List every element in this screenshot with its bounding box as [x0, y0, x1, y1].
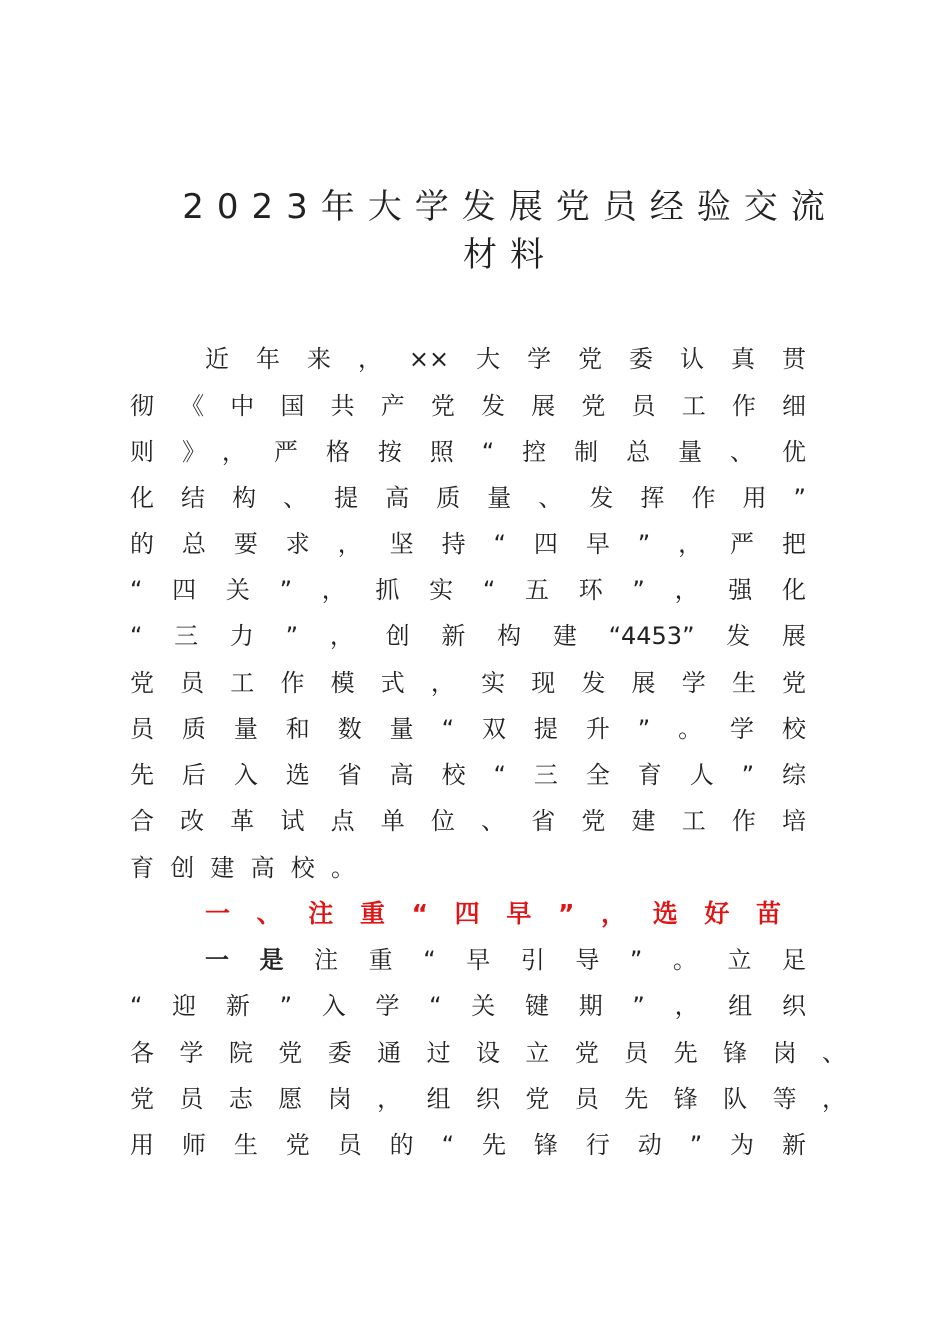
paragraph-1-line-12: 育创建高校。 — [130, 854, 355, 882]
paragraph-2-line-3: 各学院党委通过设立党员先锋岗、 — [130, 1039, 846, 1067]
document-title-line-1: 2023年大学发展党员经验交流 — [182, 187, 838, 227]
paragraph-1-line-4: 化结构、提高质量、发挥作用” — [130, 484, 806, 512]
paragraph-2-lead: 一是 — [205, 946, 315, 974]
paragraph-1-line-10: 先后入选省高校“三全育人”综 — [130, 761, 806, 789]
paragraph-2-line-5: 用师生党员的“先锋行动”为新 — [130, 1131, 806, 1159]
paragraph-2-line-1-rest: 注重“早引导”。立足 — [314, 946, 807, 974]
paragraph-2-line-1 — [205, 937, 806, 983]
paragraph-2-line-2: “迎新”入学“关键期”，组织 — [130, 992, 806, 1020]
paragraph-1-line-11: 合改革试点单位、省党建工作培 — [130, 807, 806, 835]
paragraph-2-line-4: 党员志愿岗，组织党员先锋队等， — [130, 1085, 846, 1113]
paragraph-1-line-5: 的总要求，坚持“四早”，严把 — [130, 530, 806, 558]
paragraph-1-line-3: 则》，严格按照“控制总量、优 — [130, 438, 806, 466]
paragraph-1-line-7: “三力”，创新构建“4453”发展 — [130, 622, 806, 650]
paragraph-1-line-6: “四关”，抓实“五环”，强化 — [130, 576, 806, 604]
paragraph-1-line-9: 员质量和数量“双提升”。学校 — [130, 715, 806, 743]
paragraph-1-line-8: 党员工作模式，实现发展学生党 — [130, 669, 806, 697]
paragraph-1-line-2: 彻《中国共产党发展党员工作细 — [130, 392, 806, 420]
paragraph-1-line-1: 近年来，××大学党委认真贯 — [205, 345, 806, 373]
section-1-heading: 一、注重“四早”，选好苗 — [205, 899, 781, 928]
document-title-line-2: 材料 — [463, 235, 557, 275]
